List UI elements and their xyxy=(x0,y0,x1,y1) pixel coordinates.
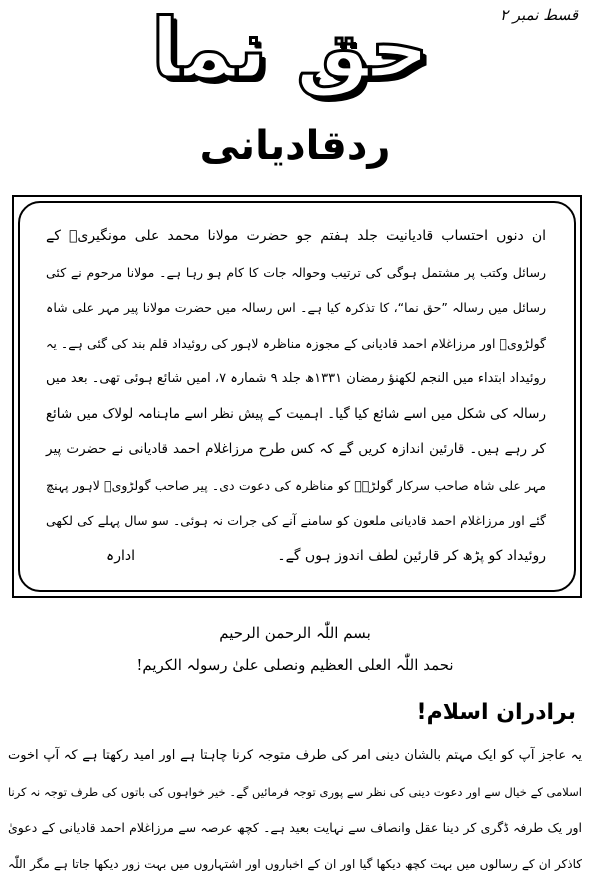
intro-line: کر رہے ہیں۔ قارئین اندازہ کریں گے کہ کس طرح مرزاغلام احمد قادیانی نے حضرت پیر xyxy=(46,441,546,457)
body-text xyxy=(8,738,582,882)
intro-line: رسائل وکتب پر مشتمل ہوگی کی ترتیب وحوالہ جات کا کام ہو رہا ہے۔ مولانا مرحوم نے کئی xyxy=(46,264,546,280)
intro-line: ان دنوں احتساب قادیانیت جلد ہفتم جو حضرت مولانا محمد علی مونگیریؒ کے xyxy=(46,228,546,244)
intro-closing-text: روئیداد کو پڑھ کر قارئین لطف اندوز ہوں گے۔ xyxy=(277,547,546,564)
body-line: کاذکر ان کے رسالوں میں بہت کچھ دیکھا گیا اور ان کے اخباروں اور اشتہاروں میں بہت زور دیکھا جاتا ہے مگر اللّٰہ xyxy=(8,857,582,871)
hamd-line: نحمد اللّٰہ العلی العظیم ونصلی علیٰ رسولہ الکریم! xyxy=(136,656,454,674)
intro-line: رسائل میں رسالہ ”حق نما“، کا تذکرہ کیا ہے۔ اس رسالہ میں حضرت مولانا پیر مہر علی شاہ xyxy=(46,300,546,315)
intro-signature: ادارہ xyxy=(106,547,135,564)
intro-line: مہر علی شاہ صاحب سرکار گولڑہؒ کو مناظرہ کی دعوت دی۔ پیر صاحب گولڑویؒ لاہور پہنچ xyxy=(46,477,546,493)
body-line: اور یک طرفہ ڈگری کر دینا عقل وانصاف سے نہایت بعید ہے۔ کچھ عرصہ سے مرزاغلام احمد قادیانی کے دعویٰ xyxy=(8,820,582,835)
greeting-heading: برادران اسلام! xyxy=(416,700,576,725)
masthead-subtitle: ردقادیانی xyxy=(199,123,391,169)
intro-box xyxy=(12,195,582,598)
body-line: اسلامی کے خیال سے اور دعوت دینی کی نظر سے پوری توجہ فرمائیں گے۔ خیر خواہوں کی باتوں کی طرف توجہ نہ کرنا xyxy=(8,785,582,799)
intro-line: گئے اور مرزاغلام احمد قادیانی ملعون کو سامنے آنے کی جرات نہ ہوئی۔ سو سال پہلے کی لکھی xyxy=(46,513,546,528)
intro-line: روئیداد ابتداء میں النجم لکھنؤ رمضان ۱۳۳۱ھ جلد ۹ شمارہ ۷، امیں شائع ہوئی تھی۔ بعد میں xyxy=(45,371,546,386)
masthead-title: حق نما xyxy=(150,2,430,97)
intro-box-inner xyxy=(18,201,576,592)
body-line: یہ عاجز آپ کو ایک مہتم بالشان دینی امر کی طرف متوجہ کرنا چاہتا ہے اور امید رکھتا ہے کہ آپ اخوت xyxy=(8,748,582,763)
intro-line: رسالہ کی شکل میں اسے شائع کیا گیا۔ اہمیت کے پیش نظر اسے ماہنامہ لولاک میں شائع xyxy=(45,405,546,422)
intro-line: گولڑویؒ اور مرزاغلام احمد قادیانی کے مجوزہ مناظرہ لاہور کی روئیداد قلم بند کی گئی ہے۔ یہ xyxy=(46,335,546,351)
bismillah-line: بسم اللّٰہ الرحمن الرحیم xyxy=(219,624,371,642)
item-number-label: قسط نمبر ۲ xyxy=(499,6,578,24)
intro-last-line xyxy=(46,539,546,575)
